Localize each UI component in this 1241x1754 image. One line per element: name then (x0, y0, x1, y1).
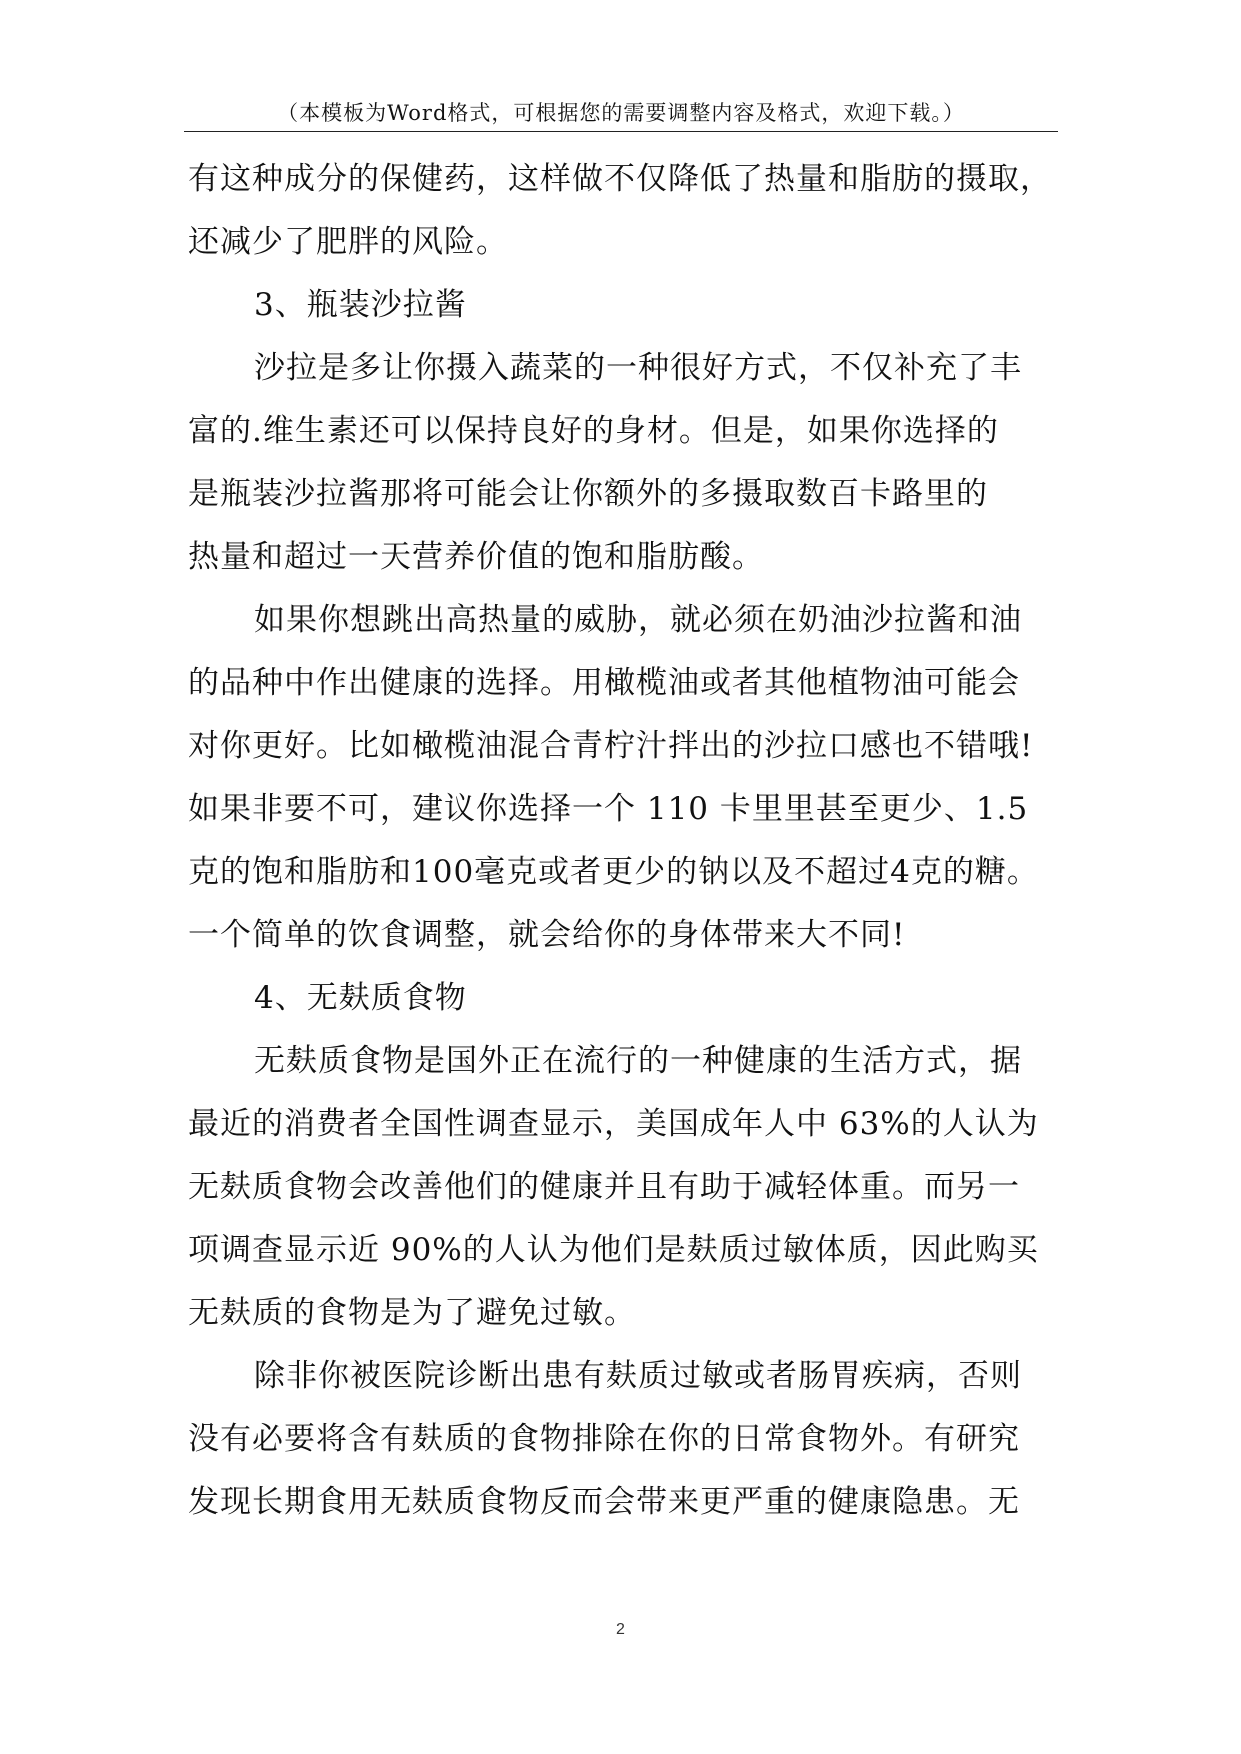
page-number: 2 (616, 1621, 625, 1638)
text-line: 热量和超过一天营养价值的饱和脂肪酸。 (188, 539, 764, 575)
text-line: 没有必要将含有麸质的食物排除在你的日常食物外。有研究 (188, 1421, 1020, 1457)
text-line: 最近的消费者全国性调查显示，美国成年人中 63%的人认为 (188, 1106, 1039, 1142)
text-line: 无麸质的食物是为了避免过敏。 (188, 1295, 636, 1331)
text-line: 还减少了肥胖的风险。 (188, 224, 508, 260)
document-body (188, 148, 1068, 1534)
section-heading: 4、无麸质食物 (254, 980, 467, 1016)
text-line: 如果你想跳出高热量的威胁，就必须在奶油沙拉酱和油 (254, 602, 1022, 638)
text-line: 有这种成分的保健药，这样做不仅降低了热量和脂肪的摄取， (188, 161, 1052, 197)
section-heading: 3、瓶装沙拉酱 (254, 287, 467, 323)
text-line: 富的.维生素还可以保持良好的身材。但是，如果你选择的 (188, 413, 999, 449)
text-line: 项调查显示近 90%的人认为他们是麸质过敏体质，因此购买 (188, 1232, 1039, 1268)
text-line: 对你更好。比如橄榄油混合青柠汁拌出的沙拉口感也不错哦! (188, 728, 1034, 764)
text-line: 是瓶装沙拉酱那将可能会让你额外的多摄取数百卡路里的 (188, 476, 988, 512)
text-line: 除非你被医院诊断出患有麸质过敏或者肠胃疾病，否则 (254, 1358, 1022, 1394)
text-line: 的品种中作出健康的选择。用橄榄油或者其他植物油可能会 (188, 665, 1020, 701)
header-divider (184, 131, 1058, 132)
text-line: 无麸质食物会改善他们的健康并且有助于减轻体重。而另一 (188, 1169, 1020, 1205)
text-line: 如果非要不可，建议你选择一个 110 卡里里甚至更少、1.5 (188, 791, 1029, 827)
text-line: 克的饱和脂肪和100毫克或者更少的钠以及不超过4克的糖。 (188, 854, 1039, 890)
text-line: 一个简单的饮食调整，就会给你的身体带来大不同! (188, 917, 906, 953)
template-note: （本模板为Word格式，可根据您的需要调整内容及格式，欢迎下载。） (277, 101, 965, 125)
text-line: 无麸质食物是国外正在流行的一种健康的生活方式，据 (254, 1043, 1022, 1079)
text-line: 发现长期食用无麸质食物反而会带来更严重的健康隐患。无 (188, 1484, 1020, 1520)
text-line: 沙拉是多让你摄入蔬菜的一种很好方式，不仅补充了丰 (254, 350, 1022, 386)
